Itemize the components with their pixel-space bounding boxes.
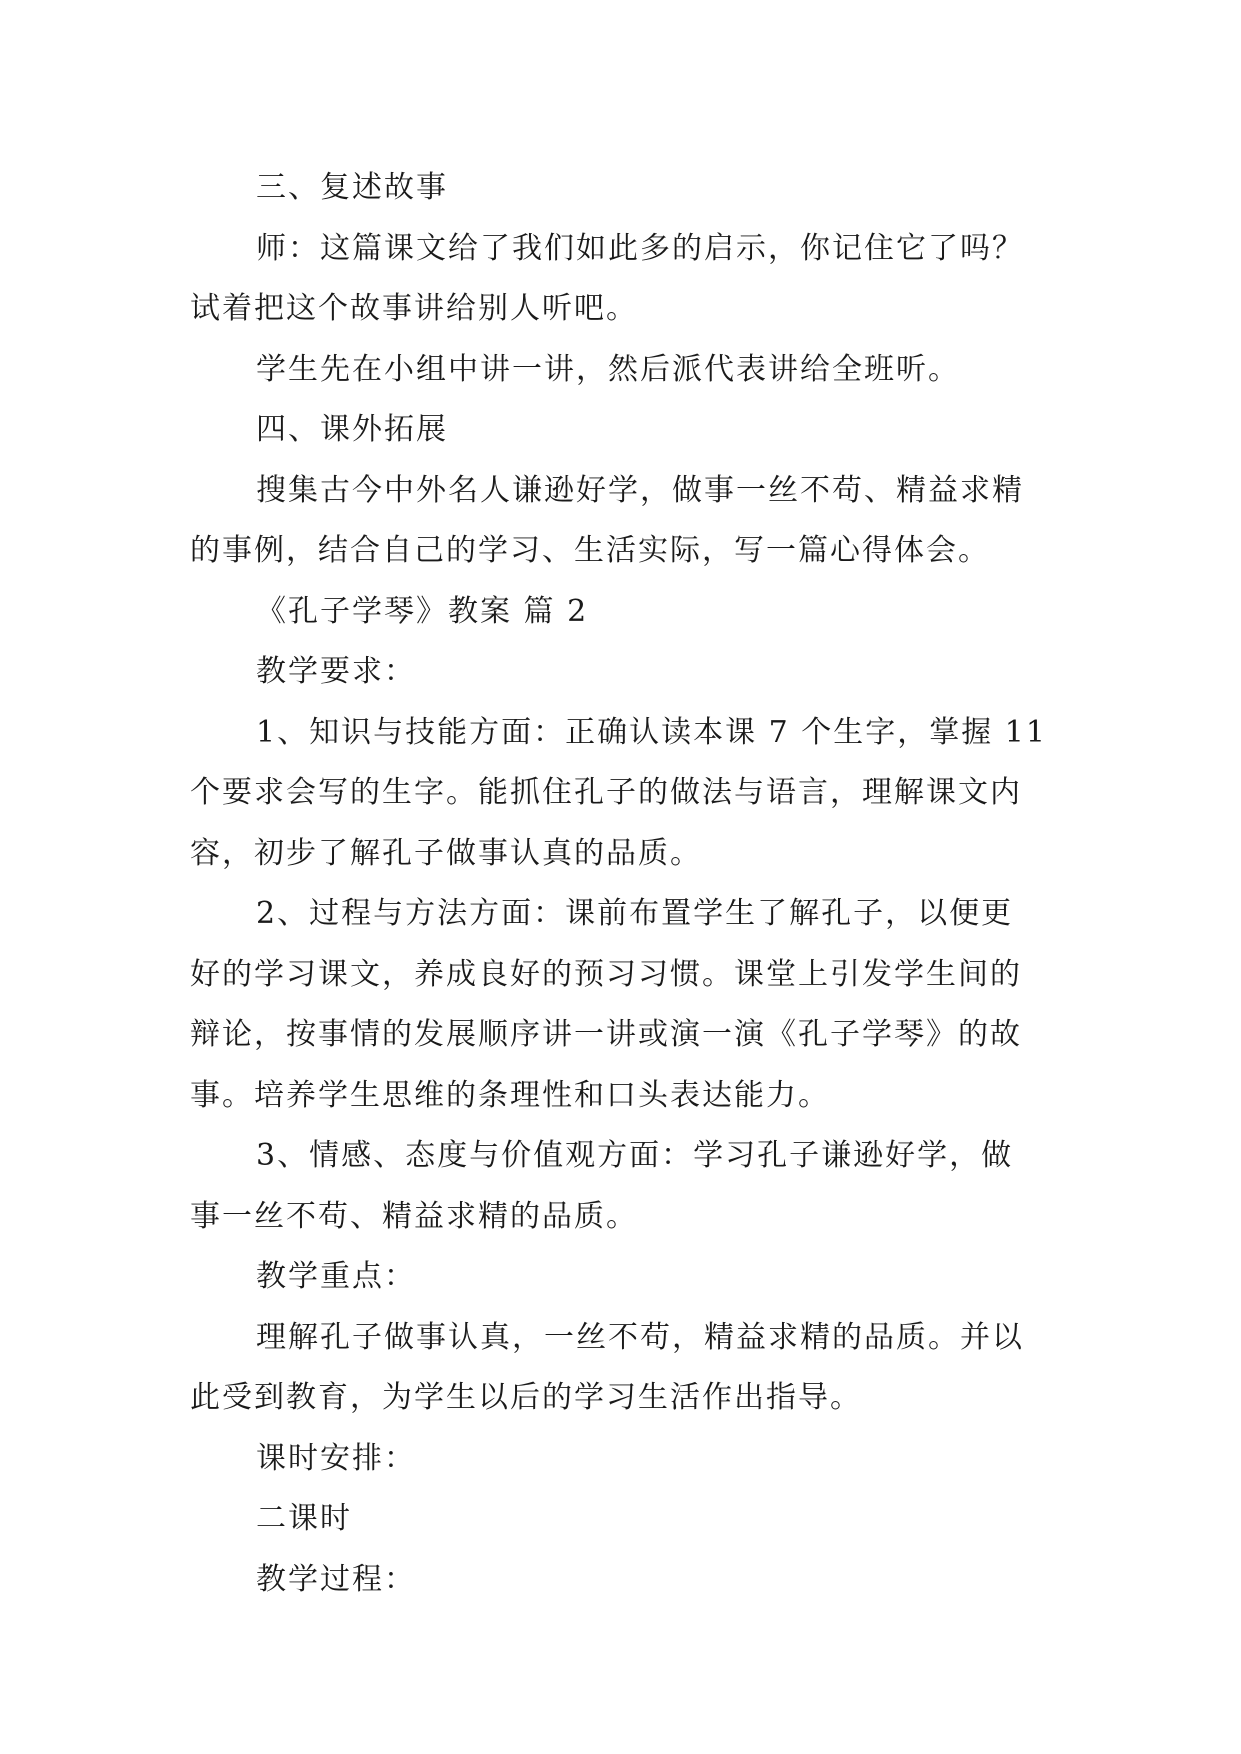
- section-heading-extension: 四、课外拓展: [256, 412, 448, 447]
- requirement-2-line-4: 事。培养学生思维的条理性和口头表达能力。: [190, 1077, 830, 1113]
- requirement-1-line-1: 1、知识与技能方面：正确认读本课 7 个生字，掌握 11: [256, 714, 1047, 750]
- paragraph-teacher-prompt-cont: 试着把这个故事讲给别人听吧。: [190, 291, 638, 326]
- heading-teaching-requirements: 教学要求：: [256, 654, 416, 689]
- requirement-3-line-2: 事一丝不苟、精益求精的品质。: [190, 1198, 638, 1234]
- heading-teaching-focus: 教学重点：: [256, 1259, 416, 1294]
- requirement-1-line-2: 个要求会写的生字。能抓住孔子的做法与语言，理解课文内: [190, 775, 1022, 810]
- document-body: [190, 158, 1060, 1610]
- requirement-2-line-3: 辩论，按事情的发展顺序讲一讲或演一演《孔子学琴》的故: [190, 1017, 1022, 1052]
- class-schedule-value: 二课时: [256, 1501, 352, 1536]
- paragraph-teacher-prompt: 师：这篇课文给了我们如此多的启示，你记住它了吗？: [256, 230, 1024, 266]
- requirement-3-line-1: 3、情感、态度与价值观方面：学习孔子谦逊好学，做: [256, 1138, 1014, 1173]
- requirement-2-line-2: 好的学习课文，养成良好的预习习惯。课堂上引发学生间的: [190, 956, 1022, 992]
- teaching-focus-line-2: 此受到教育，为学生以后的学习生活作出指导。: [190, 1380, 862, 1415]
- teaching-focus-line-1: 理解孔子做事认真，一丝不苟，精益求精的品质。并以: [256, 1319, 1024, 1355]
- heading-class-schedule: 课时安排：: [256, 1440, 416, 1476]
- requirement-2-line-1: 2、过程与方法方面：课前布置学生了解孔子，以便更: [256, 896, 1014, 931]
- paragraph-collect-examples: 搜集古今中外名人谦逊好学，做事一丝不苟、精益求精: [256, 472, 1024, 508]
- paragraph-group-retell: 学生先在小组中讲一讲，然后派代表讲给全班听。: [256, 351, 960, 387]
- lesson-plan-title: 《孔子学琴》教案 篇 2: [256, 593, 589, 629]
- paragraph-collect-examples-cont: 的事例，结合自己的学习、生活实际，写一篇心得体会。: [190, 533, 990, 568]
- heading-teaching-process: 教学过程：: [256, 1561, 416, 1597]
- section-heading-retell-story: 三、复述故事: [256, 170, 448, 205]
- requirement-1-line-3: 容，初步了解孔子做事认真的品质。: [190, 835, 702, 871]
